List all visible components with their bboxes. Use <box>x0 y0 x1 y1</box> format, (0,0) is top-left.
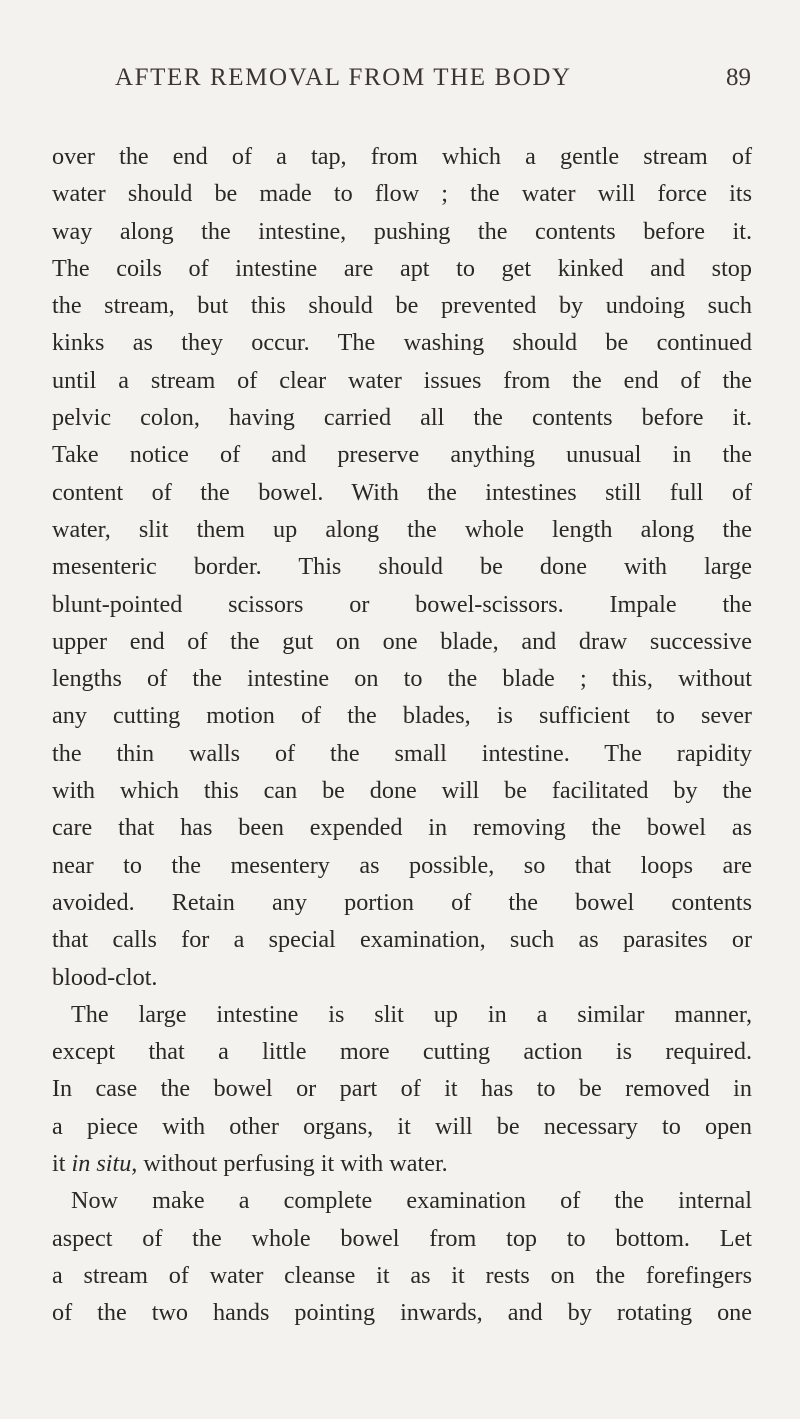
text-line: pelvic colon, having carried all the contents before it. <box>52 404 752 432</box>
text-fragment: it <box>52 1150 72 1178</box>
text-line: over the end of a tap, from which a gentle stream of <box>52 143 752 170</box>
text-line: In case the bowel or part of it has to be removed in <box>52 1075 752 1103</box>
text-line-with-italic <box>52 1145 752 1182</box>
text-line: any cutting motion of the blades, is sufficient to sever <box>52 702 752 730</box>
text-line: Now make a complete examination of the internal <box>71 1187 752 1215</box>
text-line: that calls for a special examination, such as parasites or <box>52 926 752 954</box>
text-line: except that a little more cutting action is required. <box>52 1038 752 1066</box>
text-line: content of the bowel. With the intestines still full of <box>52 478 752 506</box>
italic-term: in situ, <box>71 1150 138 1178</box>
text-line: the stream, but this should be prevented by undoing such <box>52 292 752 320</box>
text-line: upper end of the gut on one blade, and draw successive <box>52 627 752 655</box>
text-line: blunt-pointed scissors or bowel-scissors. Impale the <box>52 590 752 618</box>
text-fragment: without perfusing it with water. <box>143 1150 448 1178</box>
text-line: mesenteric border. This should be done with large <box>52 553 752 581</box>
text-line: care that has been expended in removing the bowel as <box>52 814 752 842</box>
text-line: water, slit them up along the whole length along the <box>52 515 752 543</box>
text-line: with which this can be done will be facilitated by the <box>52 777 752 805</box>
text-line: The large intestine is slit up in a similar manner, <box>71 1000 752 1028</box>
page-number: 89 <box>726 64 751 91</box>
text-line: The coils of intestine are apt to get kinked and stop <box>52 254 752 282</box>
text-line: of the two hands pointing inwards, and by rotating one <box>52 1299 752 1327</box>
text-line: a stream of water cleanse it as it rests on the forefingers <box>52 1261 752 1289</box>
text-line: water should be made to flow ; the water will force its <box>52 180 752 208</box>
text-line: avoided. Retain any portion of the bowel contents <box>52 888 752 916</box>
text-line: aspect of the whole bowel from top to bottom. Let <box>52 1224 752 1252</box>
text-line: Take notice of and preserve anything unusual in the <box>52 441 752 469</box>
body-text <box>52 138 752 1332</box>
text-line: a piece with other organs, it will be necessary to open <box>52 1112 752 1140</box>
text-line: near to the mesentery as possible, so that loops are <box>52 851 752 879</box>
text-line: the thin walls of the small intestine. The rapidity <box>52 739 752 767</box>
text-line: blood-clot. <box>52 963 158 991</box>
running-title: AFTER REMOVAL FROM THE BODY <box>115 64 572 91</box>
text-line: kinks as they occur. The washing should be continued <box>52 329 752 357</box>
text-line: until a stream of clear water issues from the end of the <box>52 366 752 394</box>
text-line: lengths of the intestine on to the blade ; this, without <box>52 665 752 693</box>
text-line: way along the intestine, pushing the contents before it. <box>52 217 752 245</box>
running-head <box>115 64 751 104</box>
